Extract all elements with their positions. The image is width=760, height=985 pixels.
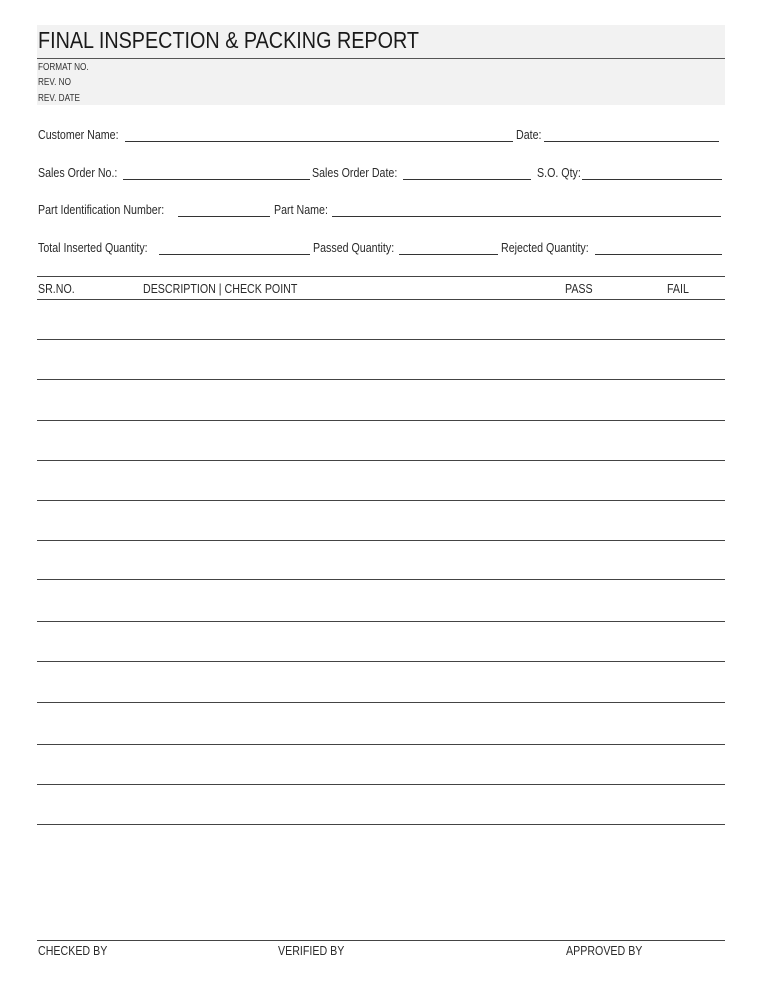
customer-name-field[interactable]	[125, 141, 513, 142]
total-inserted-qty-label: Total Inserted Quantity:	[38, 240, 148, 255]
part-name-label: Part Name:	[274, 202, 328, 217]
sales-order-no-label: Sales Order No.:	[38, 165, 118, 180]
table-row[interactable]	[37, 420, 725, 421]
total-inserted-qty-field[interactable]	[159, 254, 310, 255]
approved-by-label: APPROVED BY	[566, 943, 643, 958]
so-qty-field[interactable]	[582, 179, 722, 180]
date-label: Date:	[516, 127, 542, 142]
format-no-label: FORMAT NO.	[38, 62, 89, 73]
table-row[interactable]	[37, 339, 725, 340]
report-title: FINAL INSPECTION & PACKING REPORT	[38, 27, 420, 53]
col-srno-header: SR.NO.	[38, 281, 75, 296]
part-id-number-field[interactable]	[178, 216, 270, 217]
customer-name-label: Customer Name:	[38, 127, 119, 142]
table-row[interactable]	[37, 702, 725, 703]
sales-order-no-field[interactable]	[123, 179, 310, 180]
table-row[interactable]	[37, 460, 725, 461]
rev-no-label: REV. NO	[38, 77, 71, 88]
col-fail-header: FAIL	[667, 281, 689, 296]
rev-date-label: REV. DATE	[38, 93, 80, 104]
sales-order-date-field[interactable]	[403, 179, 531, 180]
passed-qty-label: Passed Quantity:	[313, 240, 395, 255]
rejected-qty-label: Rejected Quantity:	[501, 240, 589, 255]
sales-order-date-label: Sales Order Date:	[312, 165, 398, 180]
rejected-qty-field[interactable]	[595, 254, 722, 255]
part-name-field[interactable]	[332, 216, 721, 217]
so-qty-label: S.O. Qty:	[537, 165, 581, 180]
table-row[interactable]	[37, 540, 725, 541]
table-row[interactable]	[37, 621, 725, 622]
col-pass-header: PASS	[565, 281, 593, 296]
table-header-bottom-rule	[37, 299, 725, 300]
table-row[interactable]	[37, 500, 725, 501]
col-description-header: DESCRIPTION | CHECK POINT	[143, 281, 298, 296]
part-id-number-label: Part Identification Number:	[38, 202, 165, 217]
checked-by-label: CHECKED BY	[38, 943, 108, 958]
table-row[interactable]	[37, 824, 725, 825]
passed-qty-field[interactable]	[399, 254, 498, 255]
table-row[interactable]	[37, 661, 725, 662]
date-field[interactable]	[544, 141, 719, 142]
signature-rule	[37, 940, 725, 941]
table-row[interactable]	[37, 379, 725, 380]
table-row[interactable]	[37, 579, 725, 580]
verified-by-label: VERIFIED BY	[278, 943, 345, 958]
table-header-top-rule	[37, 276, 725, 277]
title-divider	[37, 58, 725, 59]
table-row[interactable]	[37, 784, 725, 785]
table-row[interactable]	[37, 744, 725, 745]
